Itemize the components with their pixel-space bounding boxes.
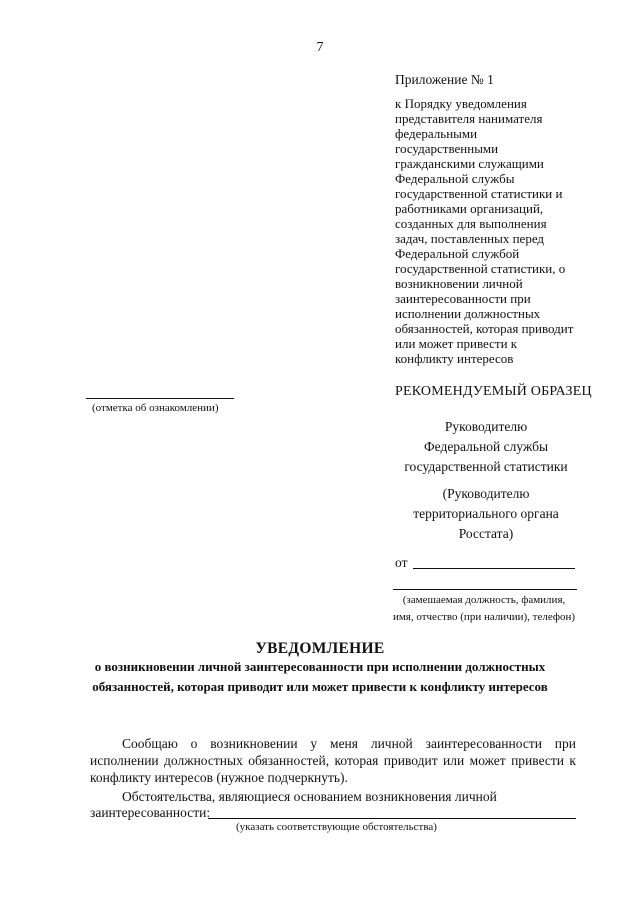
- acknowledgement-caption: (отметка об ознакомлении): [92, 402, 219, 414]
- appendix-line: федеральными: [395, 126, 478, 141]
- from-field-line: [413, 568, 575, 569]
- appendix-line: обязанностей, которая приводит: [395, 321, 574, 336]
- appendix-line: Федеральной службой: [395, 246, 520, 261]
- recipient-line: Росстата): [458, 526, 514, 541]
- appendix-line: работниками организаций,: [395, 201, 544, 216]
- circumstances-field-line: [208, 818, 576, 819]
- appendix-line: возникновении личной: [395, 276, 523, 291]
- appendix-line: исполнении должностных: [395, 306, 541, 321]
- appendix-line: государственной статистики и: [395, 186, 563, 201]
- appendix-description: [395, 96, 595, 366]
- circumstances-label: заинтересованности:: [90, 805, 211, 820]
- appendix-line: задач, поставленных перед: [395, 231, 545, 246]
- appendix-line: конфликту интересов: [395, 351, 514, 366]
- recipient-line: Руководителю: [444, 419, 528, 434]
- position-field-line: [393, 589, 577, 590]
- notification-paragraph: Сообщаю о возникновении у меня личной заинтересованности при исполнении должностных обязанностей, которая приводит или может привести к конфликту интересов (нужное подчеркнуть).: [90, 736, 576, 785]
- appendix-line: или может привести к: [395, 336, 518, 351]
- appendix-line: Федеральной службы: [395, 171, 515, 186]
- recipient-line: (Руководителю: [442, 486, 530, 501]
- sample-label: РЕКОМЕНДУЕМЫЙ ОБРАЗЕЦ: [395, 384, 592, 399]
- appendix-title: Приложение № 1: [395, 72, 494, 87]
- appendix-line: государственной статистики, о: [395, 261, 566, 276]
- page-number: 7: [316, 40, 324, 55]
- recipient-line: Федеральной службы: [423, 439, 549, 454]
- circumstances-caption: (указать соответствующие обстоятельства): [236, 821, 437, 833]
- recipient-alternative: [386, 484, 586, 544]
- subtitle-line: о возникновении личной заинтересованности при исполнении должностных: [94, 659, 546, 674]
- recipient-line: государственной статистики: [404, 459, 568, 474]
- position-caption-line: имя, отчество (при наличии), телефон): [392, 611, 576, 623]
- from-label: от: [395, 555, 408, 570]
- recipient-line: территориального органа: [413, 506, 559, 521]
- position-caption: [386, 592, 582, 626]
- appendix-line: государственными: [395, 141, 499, 156]
- recipient-main: [386, 417, 586, 477]
- acknowledgement-line: [86, 398, 234, 399]
- appendix-line: заинтересованности при: [395, 291, 531, 306]
- appendix-line: созданных для выполнения: [395, 216, 547, 231]
- subtitle-line: обязанностей, которая приводит или может привести к конфликту интересов: [92, 679, 548, 694]
- document-title: УВЕДОМЛЕНИЕ: [255, 640, 385, 657]
- position-caption-line: (замешаемая должность, фамилия,: [402, 594, 566, 606]
- document-subtitle: [0, 657, 640, 697]
- circumstances-paragraph: Обстоятельства, являющиеся основанием возникновения личной: [122, 789, 497, 804]
- appendix-line: гражданскими служащими: [395, 156, 544, 171]
- appendix-line: представителя нанимателя: [395, 111, 543, 126]
- appendix-line: к Порядку уведомления: [395, 96, 527, 111]
